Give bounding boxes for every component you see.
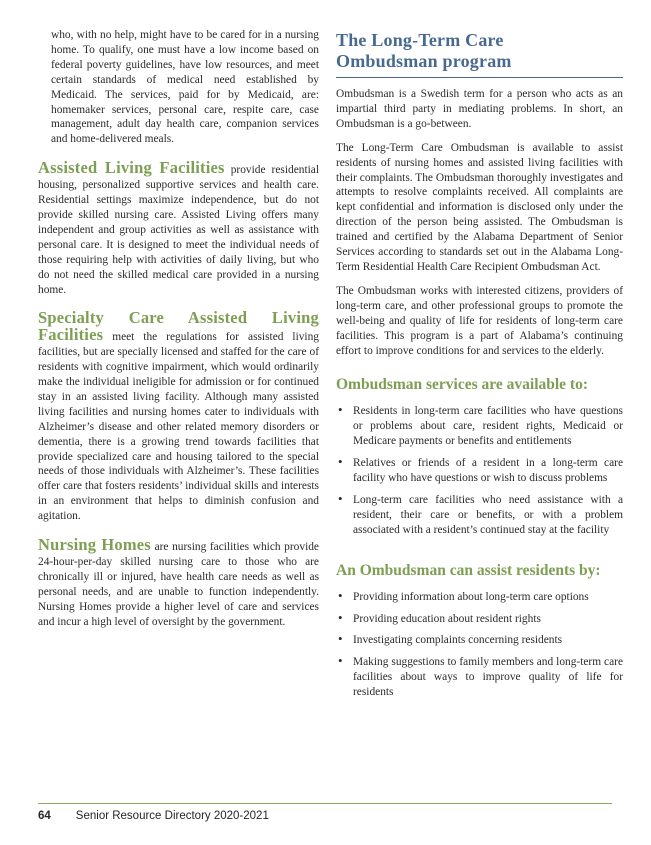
bullet-list xyxy=(336,590,623,700)
bullet-item: • Providing information about long-term care options xyxy=(336,590,623,605)
bullet-item: • Investigating complaints concerning residents xyxy=(336,633,623,648)
article-title xyxy=(336,30,623,78)
left-column xyxy=(38,28,319,630)
article-title-line-2: Ombudsman program xyxy=(336,51,512,71)
section-body: provide residential housing, personalized supportive services and health care. Residential settings maximize independence, but do not provide skilled nursing care. Assisted Living offers many independent and group activities as well as assistance with personal care. It is designed to meet the individual needs of those requiring help with activities of daily living, but who do not need the skilled medical care provided in a nursing home. xyxy=(38,164,319,296)
section-body: are nursing facilities which provide 24-hour-per-day skilled nursing care to those who are chronically ill or injured, have health care needs as well as personal needs, and are unable to function independently. Nursing Homes provide a higher level of care and services and incur a high level of oversight by the government. xyxy=(38,541,319,628)
section-body: meet the regulations for assisted living facilities, but are specially licensed and staffed for the care of residents with cognitive impairment, which would ordinarily make the individual ineligible for admission or for continued stay in an assisted living facility. Although many assisted living facilities and nursing homes cater to individuals with Alzheimer’s disease and other related memory disorders or dementia, there is a growing trend towards facilities that provide specialized care and housing tailored to the special needs of those individuals with Alzheimer’s. These facilities offer care that fosters residents’ individual skills and interests in an environment that helps to diminish confusion and agitation. xyxy=(38,331,319,523)
footer-rule xyxy=(38,803,612,804)
bullet-item: • Making suggestions to family members and long-term care facilities about ways to improve quality of life for residents xyxy=(336,655,623,700)
paragraph: The Long-Term Care Ombudsman is available to assist residents of nursing homes and assisted living facilities with their complaints. The Ombudsman thoroughly investigates and attempts to resolve complaints received. All complaints are kept confidential and information is disclosed only under the direction of the person being assisted. The Ombudsman is trained and certified by the Alabama Department of Senior Services according to standards set out in the Alabama Long-Term Residential Health Care Recipient Ombudsman Act. xyxy=(336,141,623,273)
section-heading: Specialty Care Assisted Living Facilities xyxy=(38,308,319,345)
page-footer xyxy=(38,810,269,822)
section-assisted-living xyxy=(38,158,319,297)
subsection-heading: Ombudsman services are available to: xyxy=(336,376,589,394)
bullet-item: • Providing education about resident rights xyxy=(336,612,623,627)
section-heading: Nursing Homes xyxy=(38,535,151,555)
page-number: 64 xyxy=(38,810,51,822)
right-column xyxy=(336,30,623,707)
section-nursing-homes xyxy=(38,535,319,629)
bullet-list xyxy=(336,404,623,537)
section-specialty-care xyxy=(38,308,319,524)
paragraph: The Ombudsman works with interested citizens, providers of long-term care, and other professional groups to promote the well-being and quality of life for residents of long-term care facilities. This program is a part of Alabama’s continuing effort to improve conditions for and services to the elderly. xyxy=(336,284,623,357)
intro-paragraph: who, with no help, might have to be cared for in a nursing home. To qualify, one must have a low income based on federal poverty guidelines, have low resources, and meet certain standards of medical need established by Medicaid. The services, paid for by Medicaid, are: homemaker services, personal care, respite care, case management, adult day health care, companion services and home-delivered meals. xyxy=(51,29,319,146)
bullet-item: • Residents in long-term care facilities who have questions or problems about care, resident rights, Medicaid or Medicare payments or benefits and entitlements xyxy=(336,404,623,449)
subsection-ombudsman-services xyxy=(336,373,623,537)
bullet-item: • Relatives or friends of a resident in a long-term care facility who have questions or wish to discuss problems xyxy=(336,456,623,486)
bullet-item: • Long-term care facilities who need assistance with a resident, their care or benefits, or with a problem associated with a resident’s continued stay at the facility xyxy=(336,493,623,538)
subsection-ombudsman-assist xyxy=(336,559,623,700)
footer-title: Senior Resource Directory 2020-2021 xyxy=(75,810,269,822)
article-title-line-1: The Long-Term Care xyxy=(336,30,504,50)
subsection-heading: An Ombudsman can assist residents by: xyxy=(336,561,601,579)
section-heading: Assisted Living Facilities xyxy=(38,158,225,178)
paragraph: Ombudsman is a Swedish term for a person who acts as an impartial third party in mediating problems. In short, an Ombudsman is a go-between. xyxy=(336,88,623,130)
